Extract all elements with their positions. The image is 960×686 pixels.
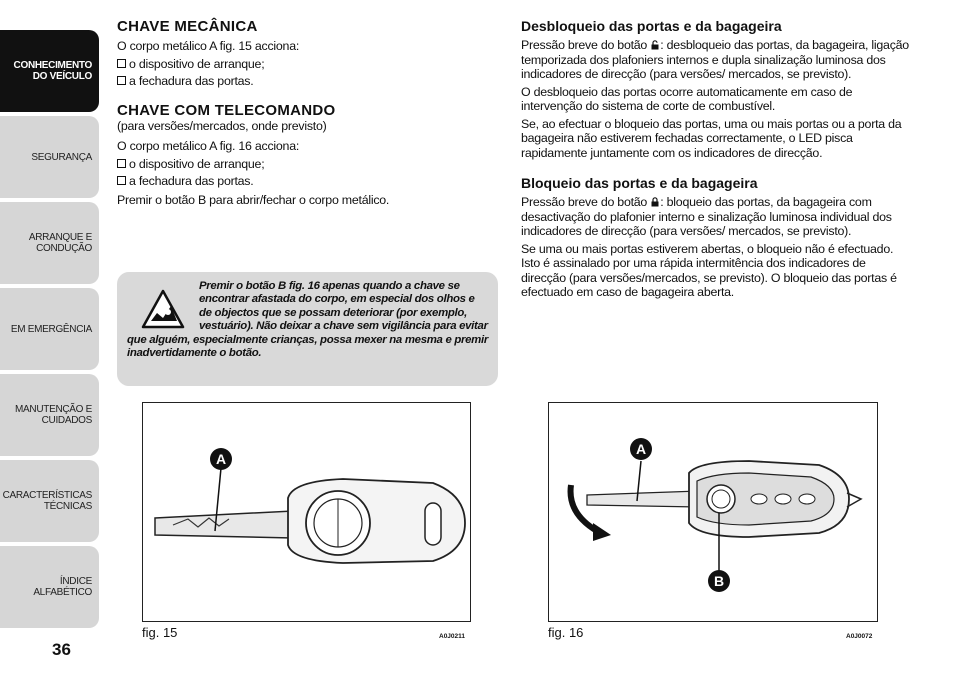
right-column <box>521 18 911 303</box>
tab-seguranca[interactable] <box>0 116 99 198</box>
bullet-item: o dispositivo de arranque; <box>117 157 497 172</box>
tab-label: CONHECIMENTO DO VEÍCULO <box>13 60 92 82</box>
bullet-box-icon <box>117 59 126 68</box>
heading-chave-mecanica: CHAVE MECÂNICA <box>117 18 258 35</box>
paragraph: (para versões/mercados, onde previsto) <box>117 118 327 133</box>
figure-15 <box>142 402 471 640</box>
tab-indice-alfabetico[interactable] <box>0 546 99 628</box>
bullet-item: a fechadura das portas. <box>117 174 497 189</box>
figure-label: fig. 15 <box>142 625 178 640</box>
mechanical-key-illustration <box>143 403 470 621</box>
bullet-box-icon <box>117 76 126 85</box>
bullet-item: o dispositivo de arranque; <box>117 57 497 72</box>
paragraph: O corpo metálico A fig. 15 acciona: <box>117 39 300 53</box>
heading-desbloqueio: Desbloqueio das portas e da bagageira <box>521 18 782 34</box>
tab-label: SEGURANÇA <box>31 151 92 163</box>
callout-a-label: A <box>635 441 647 457</box>
paragraph: Se, ao efectuar o bloqueio das portas, uma ou mais portas ou a porta da bagageira não estiverem fechadas correctamente, o LED pisca rapidamente juntamente com os indicadores de direcção. <box>521 116 902 160</box>
warning-triangle-icon <box>141 288 185 330</box>
tab-manutencao-e-cuidados[interactable] <box>0 374 99 456</box>
warning-box <box>117 272 498 386</box>
paragraph: Pressão breve do botão : desbloqueio das portas, da bagageira, ligação temporizada dos plafoniers internos e dupla sinalização luminosa dos indicadores de direcção (para versões/ mercados, se previsto). <box>521 38 909 81</box>
callout-a-label: A <box>215 451 227 467</box>
lock-icon <box>650 197 660 207</box>
figure-code: A0J0072 <box>846 633 873 640</box>
callout-b-label: B <box>713 573 725 589</box>
left-column <box>117 18 497 210</box>
tab-caracteristicas-tecnicas[interactable] <box>0 460 99 542</box>
tab-conhecimento-do-veiculo[interactable] <box>0 30 99 112</box>
heading-chave-com-telecomando: CHAVE COM TELECOMANDO <box>117 101 336 119</box>
page-number: 36 <box>52 640 71 659</box>
figure-code: A0J0211 <box>439 633 466 640</box>
tab-label: ARRANQUE E CONDUÇÃO <box>28 232 92 254</box>
warning-text: Premir o botão B fig. 16 apenas quando a chave se encontrar afastada do corpo, em especial dos olhos e de objectos que se possam deteriorar (por exemplo, vestuário). Não deixar a chave sem vigilância para evitar que alguém, especialmente crianças, possa mexer na mesma e premir inadvertidamente o botão. <box>127 280 489 360</box>
paragraph: Pressão breve do botão : bloqueio das portas, da bagageira com desactivação do plafonier interno e sinalização luminosa individual dos indicadores de direcção (para versões/ mercados, se previsto). <box>521 195 892 238</box>
unlock-icon <box>650 40 660 50</box>
tab-label: EM EMERGÊNCIA <box>10 323 92 335</box>
paragraph: Premir o botão B para abrir/fechar o corpo metálico. <box>117 192 390 207</box>
remote-key-illustration <box>549 403 877 621</box>
paragraph: O desbloqueio das portas ocorre automaticamente em caso de intervenção do sistema de corte de combustível. <box>521 84 853 113</box>
tab-arranque-e-conducao[interactable] <box>0 202 99 284</box>
tab-label: MANUTENÇÃO E CUIDADOS <box>15 404 92 426</box>
paragraph: Se uma ou mais portas estiverem abertas, o bloqueio não é efectuado. Isto é assinalado por uma rápida intermitência dos indicadores de direcção (para versões/mercados, se previsto). O bloqueio das portas é efectuado em caso de bagageira aberta. <box>521 241 897 299</box>
tab-label: ÍNDICE ALFABÉTICO <box>33 576 92 598</box>
bullet-box-icon <box>117 159 126 168</box>
bullet-box-icon <box>117 176 126 185</box>
bullet-item: a fechadura das portas. <box>117 74 497 89</box>
figure-label: fig. 16 <box>548 625 584 640</box>
tab-label: CARACTERÍSTICAS TÉCNICAS <box>2 490 92 512</box>
paragraph: O corpo metálico A fig. 16 acciona: <box>117 139 300 153</box>
chapter-sidebar <box>0 0 99 686</box>
heading-bloqueio: Bloqueio das portas e da bagageira <box>521 175 758 191</box>
figure-16 <box>548 402 878 640</box>
tab-em-emergencia[interactable] <box>0 288 99 370</box>
